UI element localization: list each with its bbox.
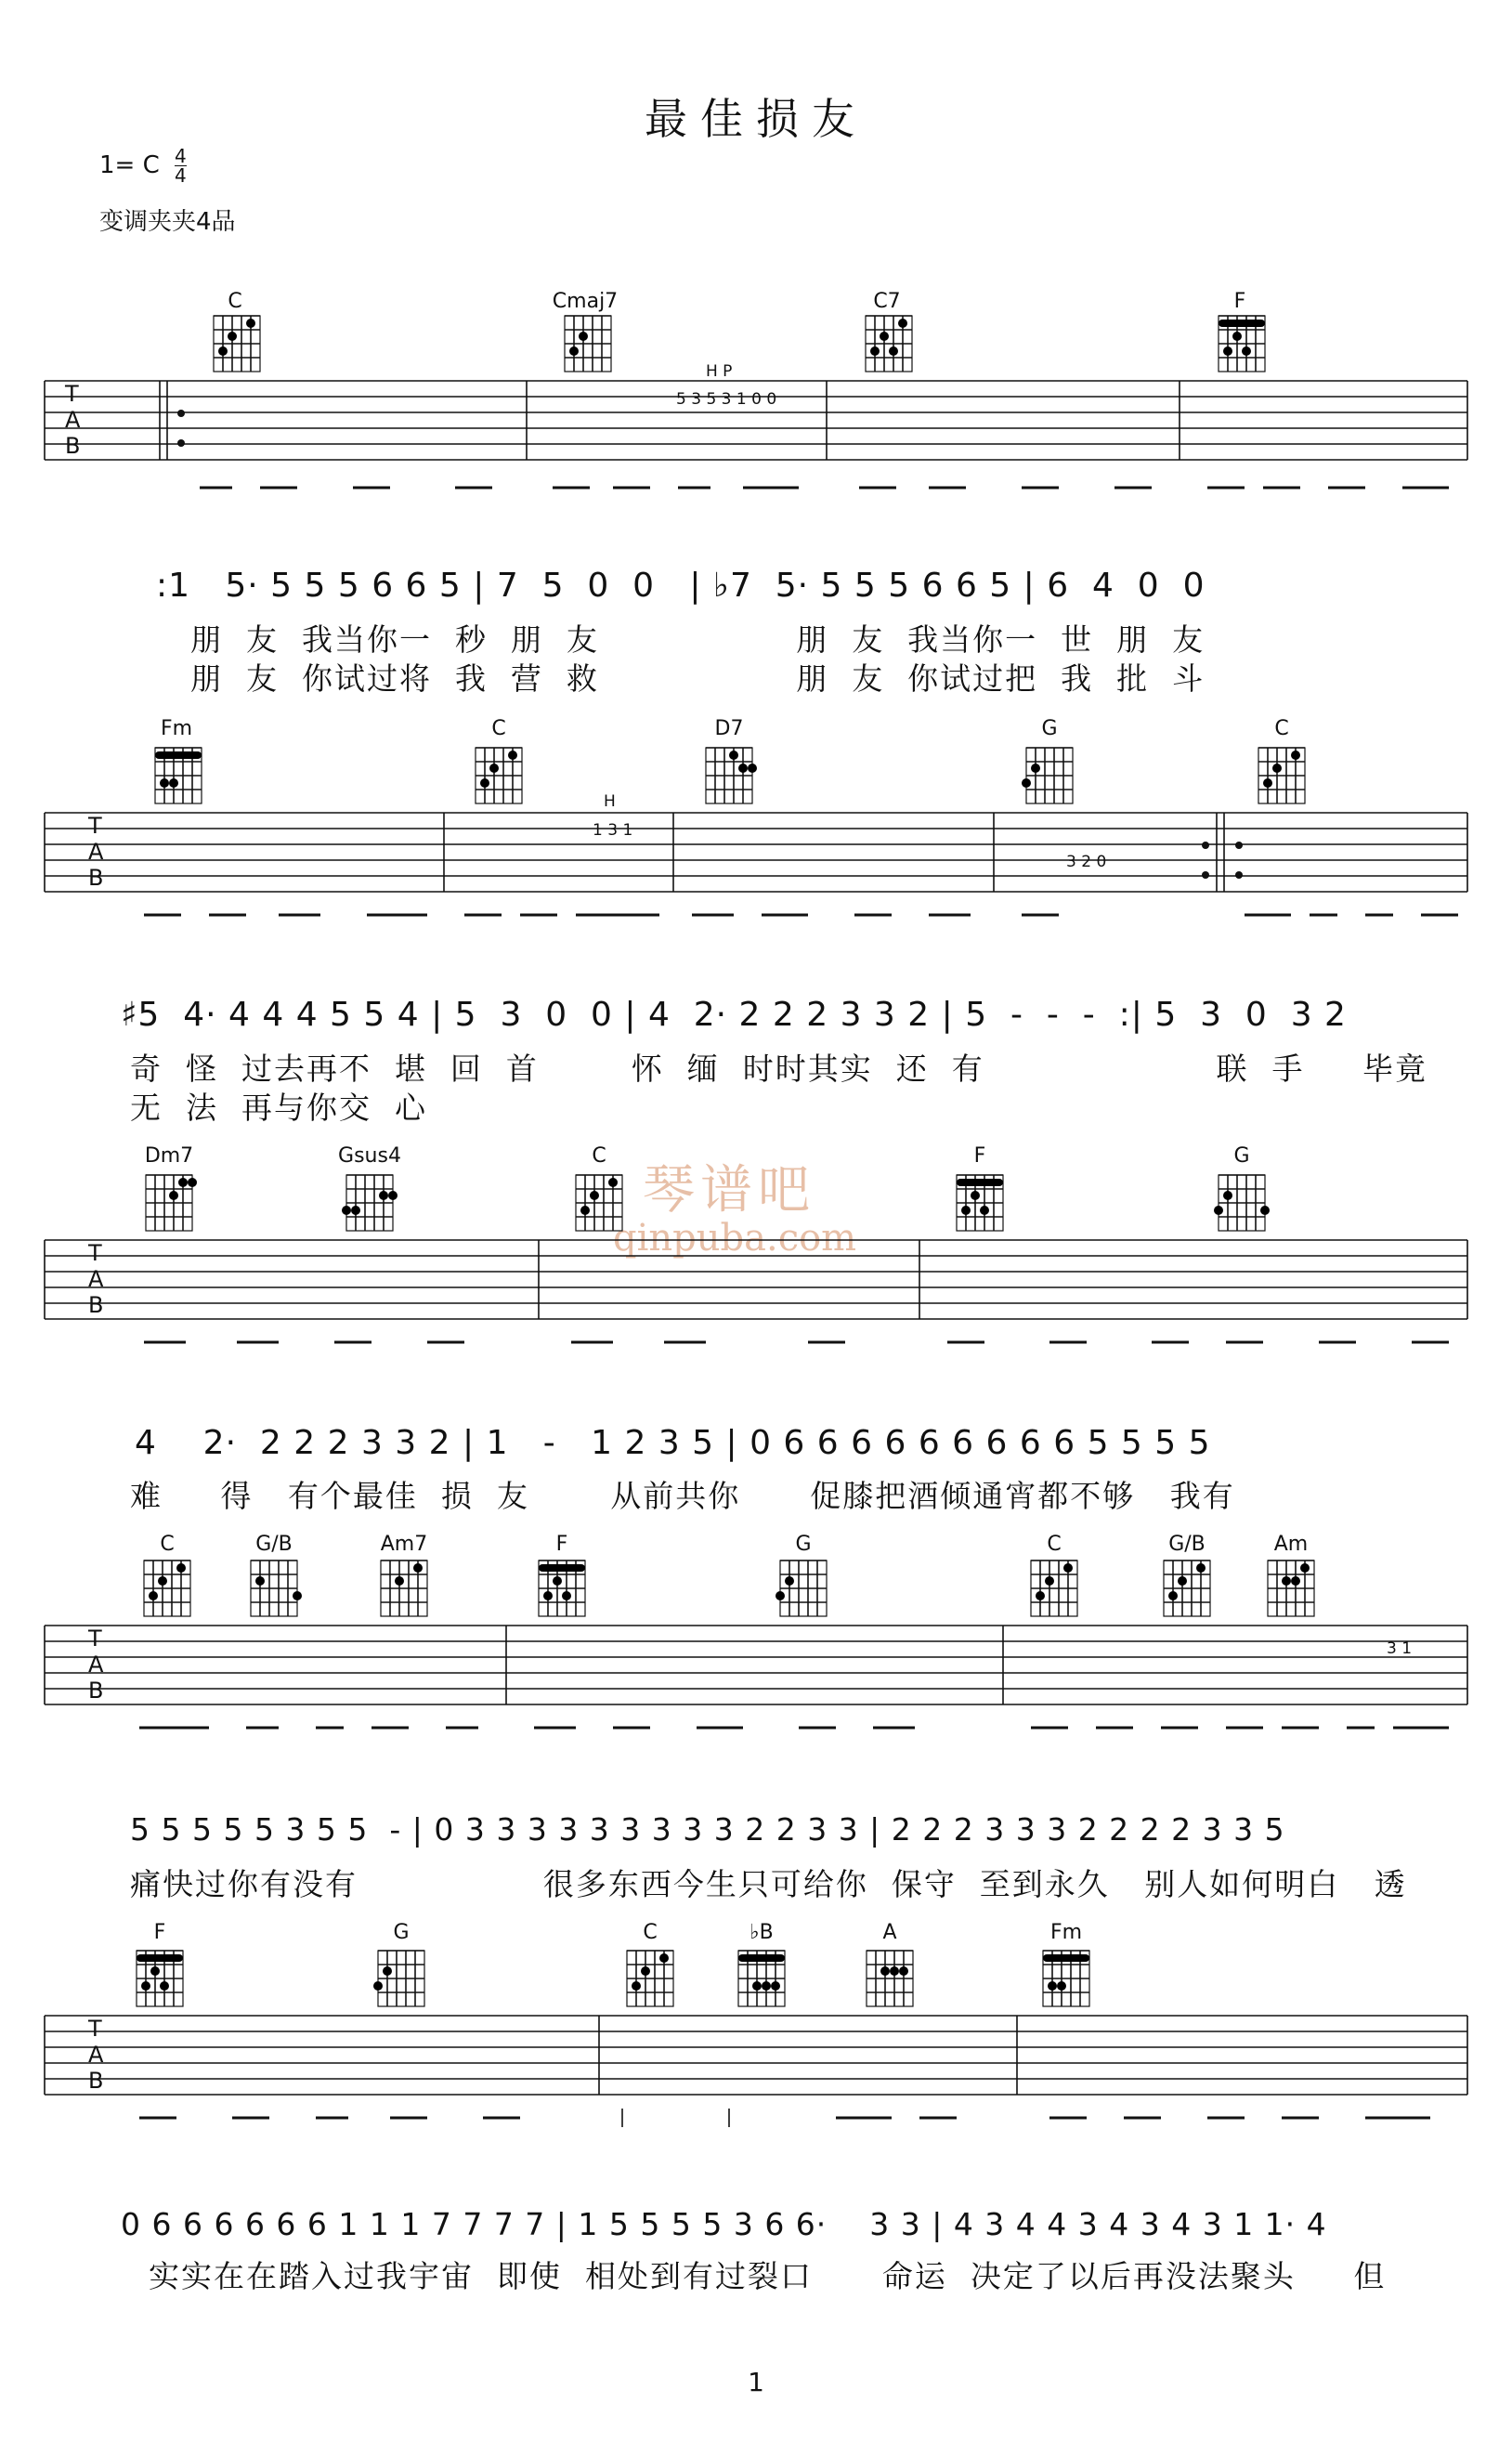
chord-diagram	[776, 1561, 827, 1616]
tab-letter: A	[65, 407, 81, 433]
page-number: 1	[748, 2367, 764, 2397]
capo-note: 变调夹夹4品	[99, 208, 236, 236]
chord-label: Am7	[380, 1533, 428, 1556]
tab-fret-numbers: 3 1	[1387, 1639, 1413, 1658]
chord-diagram	[1022, 748, 1073, 803]
chord-label: F	[555, 1533, 568, 1556]
lyric-line-2: 朋 友 你试过将 我 营 救 朋 友 你试过把 我 批 斗	[190, 660, 1206, 697]
watermark-url: qinpuba.com	[613, 1217, 857, 1260]
numbered-notation-row: :1 5· 5 5 5 6 6 5 | 7 5 0 0 | ♭7 5· 5 5 5 6 6 5 | 6 4 0 0	[156, 567, 1206, 605]
tab-staff	[0, 2002, 1512, 2150]
chord-diagram	[373, 1951, 424, 2006]
chord-label: D7	[714, 717, 744, 740]
chord-label: C	[160, 1533, 175, 1556]
song-title: 最佳损友	[645, 94, 867, 144]
chord-diagram	[866, 316, 912, 372]
tab-clef	[88, 2016, 103, 2094]
chord-label: C	[1274, 717, 1289, 740]
chord-label: Cmaj7	[552, 290, 619, 313]
tab-staff	[0, 1612, 1512, 1760]
tab-fret-numbers: 3 2 0	[1066, 853, 1107, 871]
chord-diagram	[1164, 1561, 1210, 1616]
chord-diagram	[146, 1175, 197, 1231]
tab-clef	[88, 813, 103, 891]
chord-label: C	[491, 717, 506, 740]
tab-clef	[88, 1626, 103, 1704]
chord-label: Am	[1273, 1533, 1309, 1556]
chord-label: G	[393, 1921, 410, 1944]
numbered-notation-row: ♯5 4· 4 4 4 5 5 4 | 5 3 0 0 | 4 2· 2 2 2 3 3 2 | 5 - - - :| 5 3 0 3 2	[121, 996, 1347, 1034]
chord-diagram	[251, 1561, 302, 1616]
chord-diagram	[1043, 1951, 1089, 2006]
tab-clef	[88, 1240, 103, 1318]
chord-label: C7	[873, 290, 901, 313]
numbered-notation-row: 4 2· 2 2 2 3 3 2 | 1 - 1 2 3 5 | 0 6 6 6 6 6 6 6 6 6 5 5 5 5	[135, 1424, 1211, 1462]
numbered-notation-row: 5 5 5 5 5 3 5 5 - | 0 3 3 3 3 3 3 3 3 3 2 2 3 3 | 2 2 2 3 3 3 2 2 2 2 3 3 5	[130, 1811, 1285, 1848]
chord-label: G/B	[1168, 1533, 1206, 1556]
chord-diagram	[1214, 1175, 1270, 1231]
chord-diagram	[565, 316, 611, 372]
tab-letter: A	[88, 1652, 104, 1678]
tab-letter: T	[88, 2016, 102, 2042]
lyric-line-2: 无 法 再与你交 心	[130, 1090, 427, 1126]
tab-letter: T	[88, 813, 102, 839]
tab-letter: T	[88, 1626, 102, 1652]
chord-diagram	[1268, 1561, 1314, 1616]
tab-letter: B	[88, 1678, 104, 1704]
key-signature	[99, 147, 187, 185]
chord-diagram	[738, 1951, 785, 2006]
chord-diagram	[155, 748, 202, 803]
tab-staff	[0, 1226, 1512, 1375]
chord-label: Fm	[1049, 1921, 1083, 1944]
chord-diagram	[381, 1561, 427, 1616]
chord-diagram	[957, 1175, 1003, 1231]
tab-letter: B	[65, 433, 81, 459]
time-sig-denominator: 4	[175, 164, 187, 187]
chord-label: Fm	[160, 717, 193, 740]
chord-diagram	[576, 1175, 622, 1231]
numbered-notation-row: 0 6 6 6 6 6 6 1 1 1 7 7 7 7 | 1 5 5 5 5 3 6 6· 3 3 | 4 3 4 4 3 4 3 4 3 1 1· 4	[121, 2206, 1327, 2242]
key-label: 1= C	[99, 151, 160, 179]
tab-technique: H P	[706, 362, 733, 381]
chord-label: F	[1233, 290, 1246, 313]
chord-diagram	[867, 1951, 913, 2006]
lyric-line-1: 朋 友 我当你一 秒 朋 友 朋 友 我当你一 世 朋 友	[190, 621, 1206, 658]
chord-label: G	[795, 1533, 812, 1556]
chord-diagram	[476, 748, 522, 803]
tab-letter: A	[88, 839, 104, 865]
tab-letter: A	[88, 1266, 104, 1292]
tab-fret-numbers: 5 3 5 3 1 0 0	[676, 390, 777, 409]
tab-letter: T	[65, 381, 79, 407]
chord-diagram	[1219, 316, 1265, 372]
chord-diagram	[137, 1951, 183, 2006]
chord-label: Dm7	[144, 1144, 194, 1168]
chord-label: C	[1047, 1533, 1062, 1556]
chord-label: F	[153, 1921, 166, 1944]
time-sig-numerator: 4	[175, 145, 187, 167]
tab-technique: H	[604, 792, 616, 811]
lyric-line-1: 痛快过你有没有 很多东西今生只可给你 保守 至到永久 别人如何明白 透	[130, 1866, 1407, 1902]
chord-diagram	[1258, 748, 1305, 803]
chord-label: F	[973, 1144, 986, 1168]
tab-fret-numbers: 1 3 1	[593, 821, 633, 840]
chord-label: G/B	[255, 1533, 293, 1556]
lyric-line-1: 实实在在踏入过我宇宙 即使 相处到有过裂口 命运 决定了以后再没法聚头 但	[149, 2258, 1387, 2294]
tab-letter: B	[88, 1292, 104, 1318]
watermark-cn: 琴谱吧	[643, 1160, 815, 1221]
chord-diagram	[627, 1951, 673, 2006]
chord-label: ♭B	[749, 1921, 774, 1944]
lyric-line-1: 难 得 有个最佳 损 友 从前共你 促膝把酒倾通宵都不够 我有	[130, 1478, 1235, 1514]
chord-label: Gsus4	[338, 1144, 401, 1168]
chord-label: A	[882, 1921, 897, 1944]
tab-staff	[0, 367, 1512, 516]
chord-diagram	[706, 748, 757, 803]
tab-letter: B	[88, 865, 104, 891]
chord-label: C	[592, 1144, 606, 1168]
chord-label: G	[1041, 717, 1058, 740]
chord-label: C	[228, 290, 242, 313]
tab-letter: T	[88, 1240, 102, 1266]
time-signature	[175, 147, 187, 185]
lyric-line-1: 奇 怪 过去再不 堪 回 首 怀 缅 时时其实 还 有 联 手 毕竟	[130, 1051, 1427, 1087]
tab-clef	[65, 381, 80, 459]
chord-diagram	[539, 1561, 585, 1616]
tab-letter: A	[88, 2042, 104, 2068]
chord-label: G	[1233, 1144, 1250, 1168]
chord-diagram	[144, 1561, 190, 1616]
chord-diagram	[214, 316, 260, 372]
chord-label: C	[643, 1921, 658, 1944]
tab-staff	[0, 799, 1512, 947]
chord-diagram	[342, 1175, 398, 1231]
tab-letter: B	[88, 2068, 104, 2094]
chord-diagram	[1031, 1561, 1077, 1616]
